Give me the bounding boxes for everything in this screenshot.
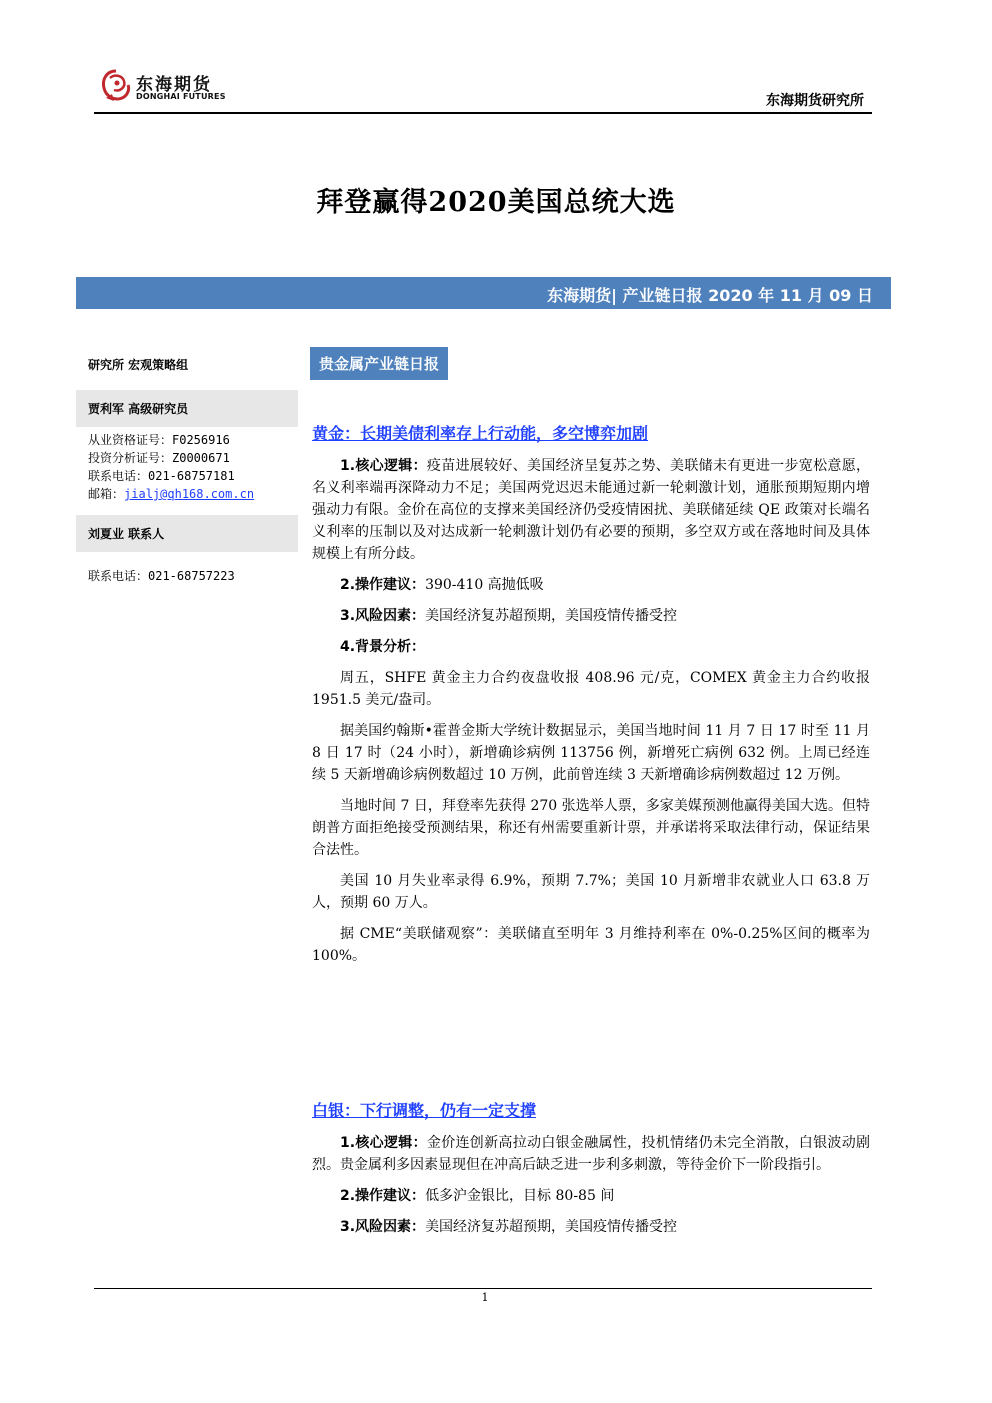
gold-logic (312, 455, 870, 565)
investment-cert: 投资分析证号：Z0000671 (88, 451, 230, 465)
gold-advice-label: 2.操作建议： (340, 577, 426, 593)
silver-logic (312, 1132, 870, 1176)
report-banner (76, 277, 891, 309)
dragon-logo-icon (100, 68, 132, 104)
silver-risk-label: 3.风险因素： (340, 1219, 426, 1235)
silver-advice (312, 1185, 870, 1207)
banner-text: 东海期货| 产业链日报 2020 年 11 月 09 日 (547, 286, 873, 305)
gold-background-paragraph: 据美国约翰斯•霍普金斯大学统计数据显示，美国当地时间 11 月 7 日 17 时至 11 月 8 日 17 时（24 小时），新增确诊病例 113756 例，新增死亡病例 632 例。上周已经连续 5 天新增确诊病例数超过 10 万例，此前曾连续 3 天新增确诊病例数超过 12 万例。 (312, 723, 870, 783)
research-group: 研究所 宏观策略组 (76, 346, 298, 383)
gold-background-paragraph: 周五，SHFE 黄金主力合约夜盘收报 408.96 元/克，COMEX 黄金主力合约收报 1951.5 美元/盎司。 (312, 670, 870, 708)
silver-logic-text: 金价连创新高拉动白银金融属性，投机情绪仍未完全消散，白银波动剧烈。贵金属利多因素显现但在冲高后缺乏进一步利多刺激，等待金价下一阶段指引。 (312, 1135, 871, 1173)
page-number: 1 (481, 1291, 489, 1304)
logo-english-text: DONGHAI FUTURES (136, 92, 226, 101)
silver-logic-label: 1.核心逻辑： (340, 1135, 427, 1151)
gold-background-paragraph: 美国 10 月失业率录得 6.9%，预期 7.7%；美国 10 月新增非农就业人口 63.8 万人，预期 60 万人。 (312, 873, 870, 911)
gold-background-paragraph: 当地时间 7 日，拜登率先获得 270 张选举人票，多家美媒预测他赢得美国大选。但特朗普方面拒绝接受预测结果，称还有州需要重新计票，并承诺将采取法律行动，保证结果合法性。 (312, 798, 870, 858)
document-title: 拜登赢得2020美国总统大选 (316, 187, 676, 218)
analyst-name: 贾利军 高级研究员 (76, 390, 298, 427)
gold-section (312, 421, 870, 976)
analyst-phone: 联系电话：021-68757181 (88, 469, 235, 483)
silver-heading[interactable]: 白银：下行调整，仍有一定支撑 (312, 1101, 537, 1120)
donghai-logo (100, 68, 230, 106)
gold-logic-label: 1.核心逻辑： (340, 458, 427, 474)
gold-advice (312, 574, 870, 596)
header-divider (94, 112, 872, 114)
silver-advice-text: 低多沪金银比，目标 80-85 间 (425, 1188, 615, 1204)
silver-risk (312, 1216, 870, 1238)
silver-advice-label: 2.操作建议： (340, 1188, 426, 1204)
gold-background-heading (312, 636, 870, 658)
institute-name: 东海期货研究所 (766, 93, 864, 109)
gold-risk-text: 美国经济复苏超预期，美国疫情传播受控 (425, 608, 678, 624)
silver-section (312, 1098, 870, 1247)
gold-risk-label: 3.风险因素： (340, 608, 426, 624)
analyst-email-row (76, 485, 298, 503)
contact-phone: 联系电话：021-68757223 (88, 569, 235, 583)
contact-name: 刘夏业 联系人 (76, 515, 298, 552)
gold-advice-text: 390-410 高抛低吸 (425, 577, 544, 593)
email-link[interactable]: jialj@qh168.com.cn (124, 487, 255, 501)
section-tag: 贵金属产业链日报 (310, 347, 448, 380)
qualification-cert: 从业资格证号：F0256916 (88, 433, 230, 447)
gold-risk (312, 605, 870, 627)
footer-divider (94, 1288, 872, 1289)
silver-risk-text: 美国经济复苏超预期，美国疫情传播受控 (425, 1219, 678, 1235)
logo-chinese-text: 东海期货 (136, 75, 212, 95)
gold-heading[interactable]: 黄金：长期美债利率存上行动能，多空博弈加剧 (312, 424, 649, 443)
author-sidebar (76, 346, 298, 585)
gold-background-paragraph: 据 CME“美联储观察”：美联储直至明年 3 月维持利率在 0%-0.25%区间的概率为 100%。 (312, 926, 870, 964)
email-label: 邮箱： (88, 487, 125, 501)
gold-logic-text: 疫苗进展较好、美国经济呈复苏之势、美联储未有更进一步宽松意愿，名义利率端再深降动力不足；美国两党迟迟未能通过新一轮刺激计划，通胀预期短期内增强动力有限。金价在高位的支撑来美国经济仍受疫情困扰、美联储延续 QE 政策对长端名义利率的压制以及对达成新一轮刺激计划仍有必要的预期，多空双方或在落地时间及具体规模上有所分歧。 (312, 458, 871, 562)
gold-background-label: 4.背景分析： (340, 639, 426, 655)
